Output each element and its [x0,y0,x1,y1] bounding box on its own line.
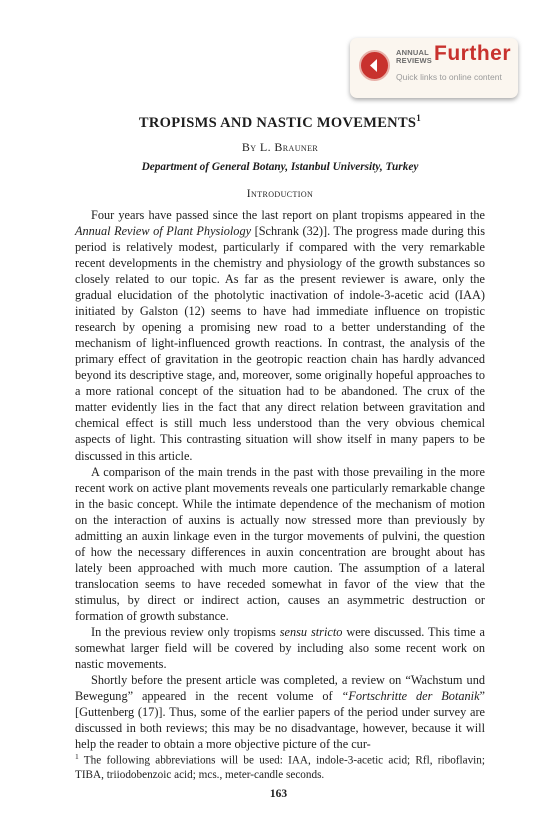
annual-reviews-logo-text: ANNUAL REVIEWS [396,48,432,65]
title-footnote-mark[interactable]: 1 [416,113,422,123]
section-heading: Introduction [246,187,314,200]
paragraph-3: In the previous review only tropisms sensu stricto were discussed. This time a somewhat larger field will be covered by including also some recent work on nastic movements. [75,625,485,672]
page-number: 163 [269,788,288,800]
article-content [75,109,485,752]
article-body [75,207,485,753]
paragraph-2: A comparison of the main trends in the past with those prevailing in the more recent work on active plant movements reveals one particularly remarkable change in the basic concept. While the intimate dependence of the mechanism of motion on the interaction of auxins is actually now stressed more than previously by admitting an auxin linkage even in the turgor movements of pulvini, the question of how the necessary differences in auxin concentration are brought about has lately been approached with much more caution. The assumption of a lateral translocation seems to have receded somewhat in favor of the view that the stimulus, by direct or indirect action, causes an asymmetric destruction or formation of growth substance. [75,464,485,623]
further-brand-text: Further [434,42,511,65]
paragraph-4: Shortly before the present article was completed, a review on “Wachstum und Bewegung” appeared in the recent volume of “Fortschritte der Botanik” [Guttenberg (17)]. Thus, some of the earlier papers of the period under survey are discussed in both reviews; this may be no disadvantage, however, because it will help the reader to obtain a more objective picture of the cur- [75,673,485,752]
article-author: By L. Brauner [241,139,319,154]
article-title: TROPISMS AND NASTIC MOVEMENTS$^1$ [138,113,422,131]
paragraph-1: Four years have passed since the last report on plant tropisms appeared in the Annual Review of Plant Physiology [Schrank (32)]. The progress made during this period is relatively modest, particularly if compared with the very remarkable recent developments in the chemistry and physiology of the growth substances so closely related to our topic. As far as the present reviewer is aware, only the gradual elucidation of the photolytic inactivation of indole-3-acetic acid (IAA) initiated by Galston (12) seems to have had immediate influence on tropistic research by opening a promising new road to a better understanding of the mechanism of light-influenced growth reactions. In contrast, the analysis of the primary effect of gravitation in the geotropic reaction chain has hardly advanced beyond its descriptive stage, and, moreover, some originally hopeful approaches to a more rational concept of the situation had to be abandoned. The crux of the matter evidently lies in the fact that any direct relation between gravitation and chemical effect is still much less understood than the very obvious chemical aspects of light. This contrasting situation will show itself in many papers to be discussed in this article. [75,207,485,463]
further-subtitle: Quick links to online content [396,72,502,82]
footnote: $^1$ The following abbreviations will be used: IAA, indole-3-acetic acid; Rfl, riboflavin; TIBA, triiodobenzoic acid; mcs., meter-candle seconds. [75,752,485,782]
annual-reviews-further-badge[interactable] [350,38,518,98]
further-arrow-icon [359,50,390,81]
author-affiliation: Department of General Botany, Istanbul University, Turkey [141,160,419,173]
